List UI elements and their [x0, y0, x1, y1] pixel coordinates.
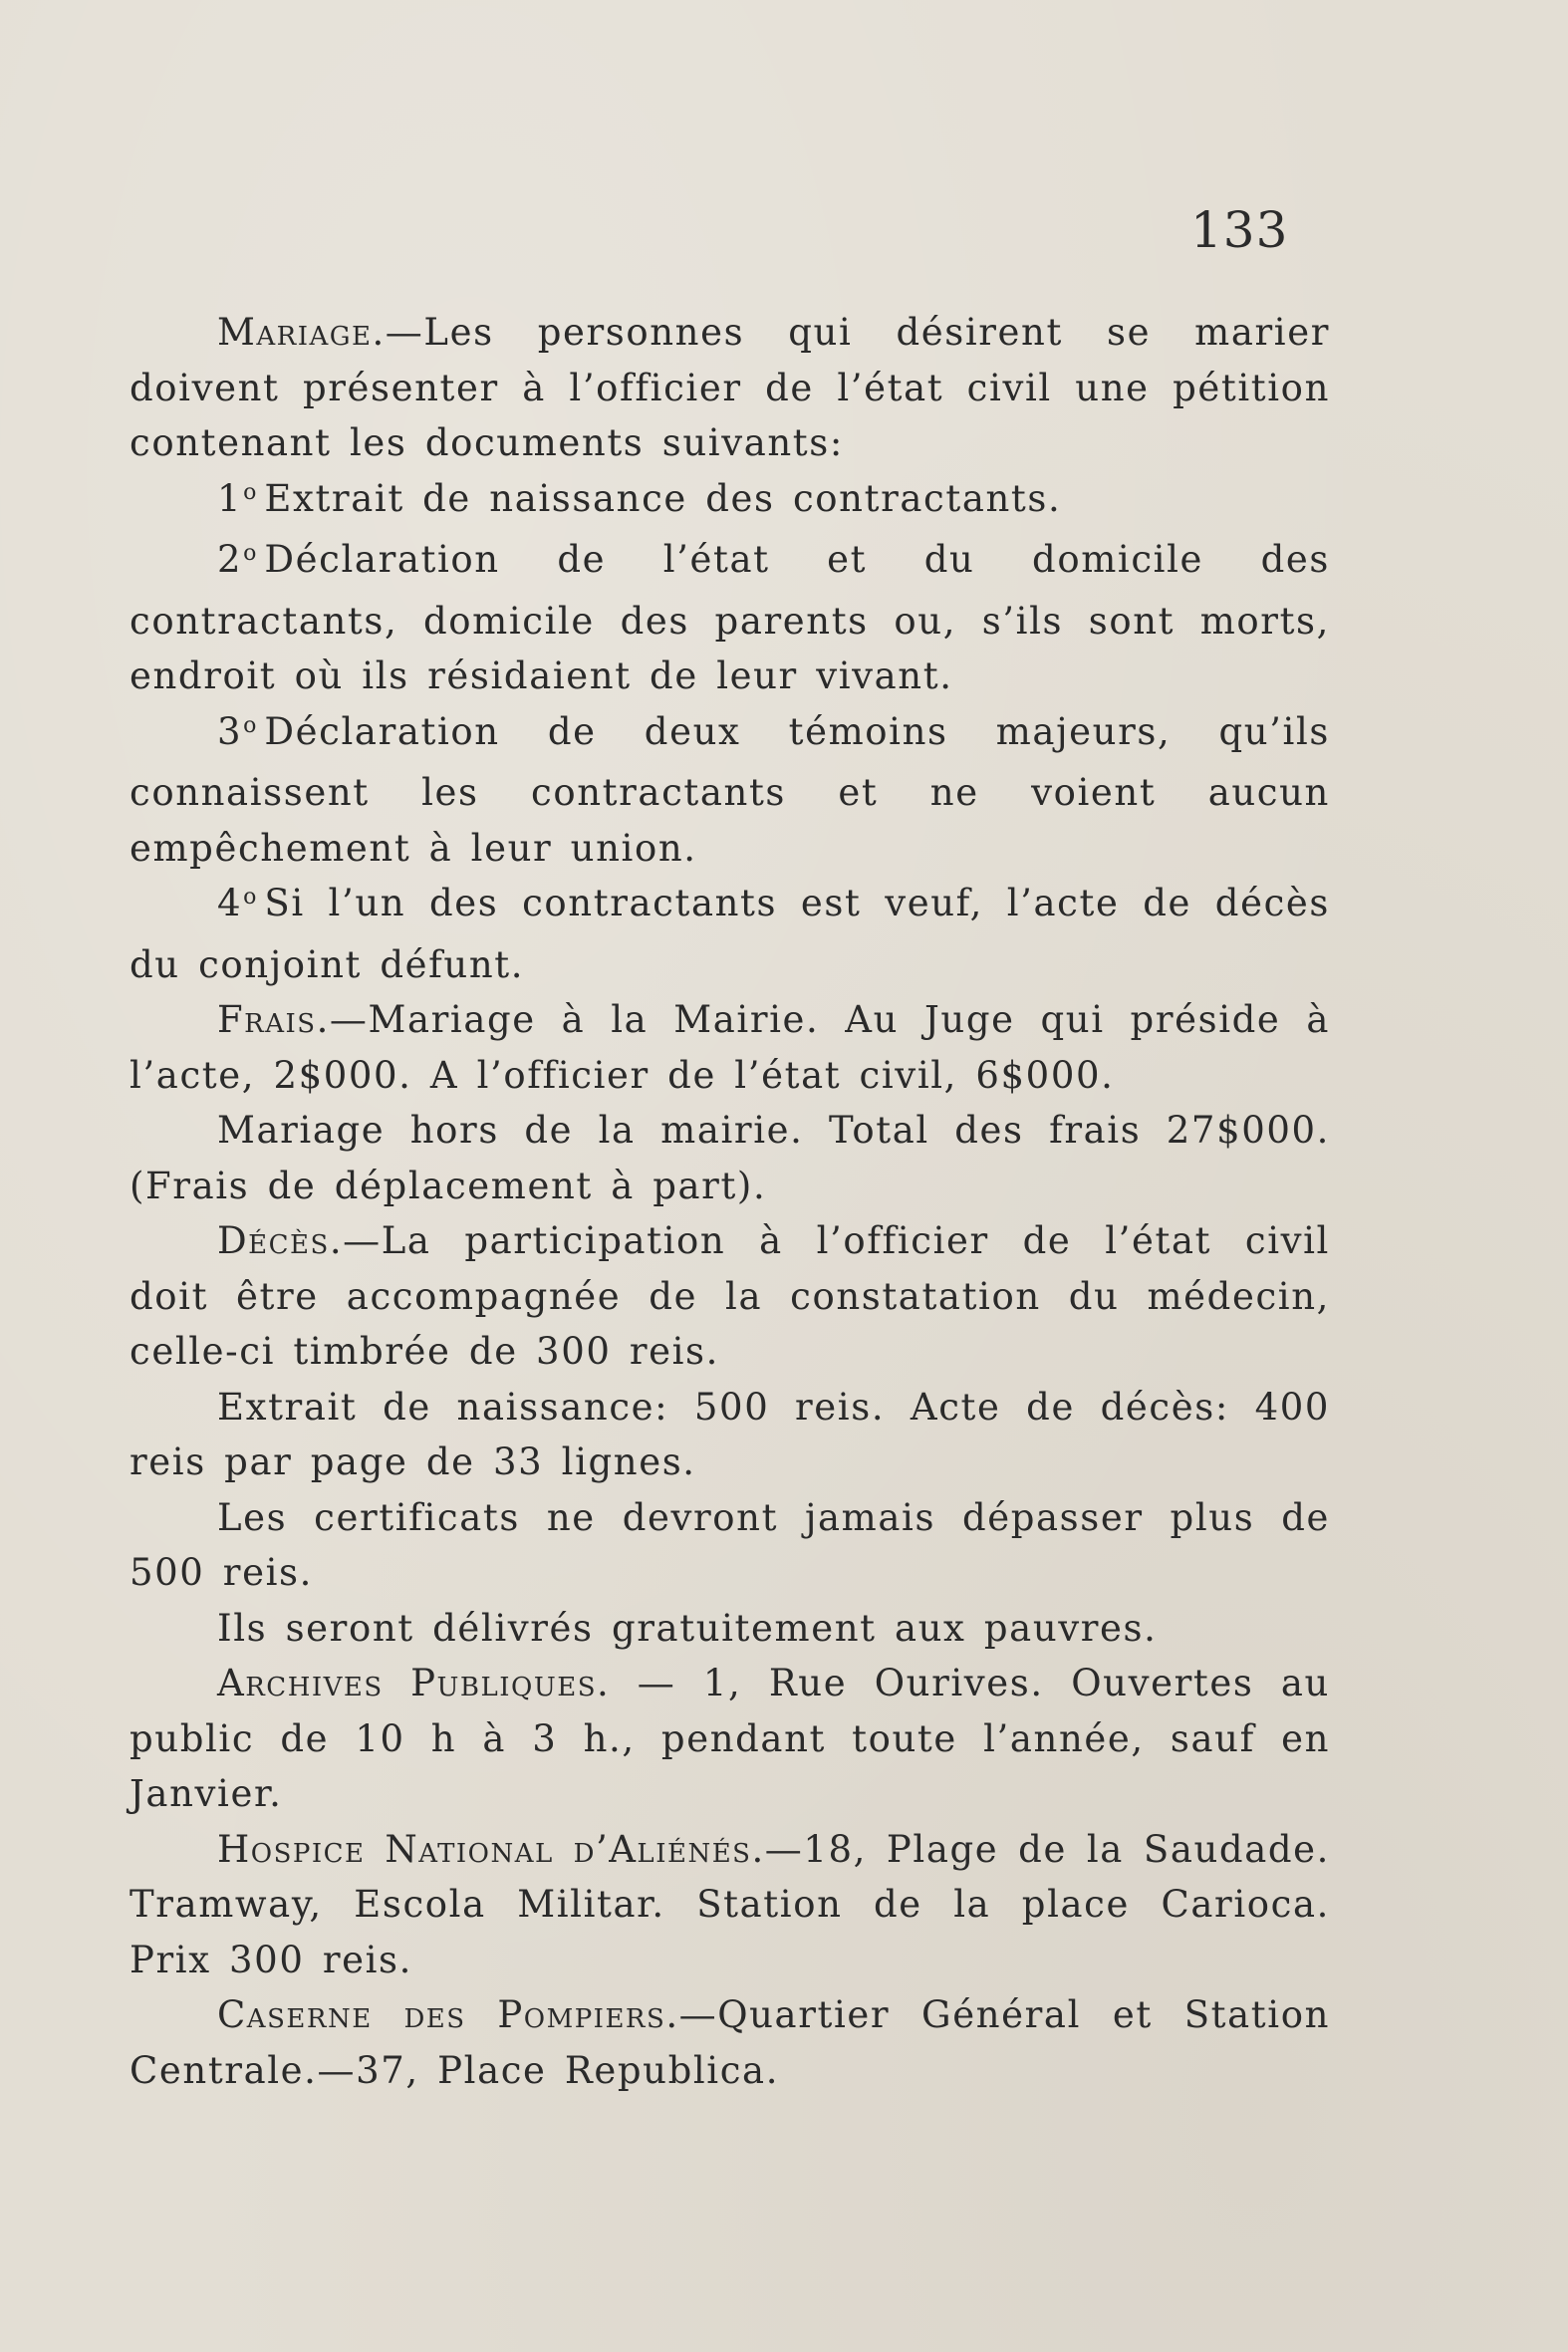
- paragraph-extrait: [130, 1380, 1330, 1490]
- paragraph-text: Si l’un des contractants est veuf, l’acte de décès du conjoint défunt.: [130, 882, 1330, 986]
- paragraph-text: Déclaration de deux témoins majeurs, qu’ils connaissent les contractants et ne voient aucun empêchement à leur union.: [130, 709, 1330, 870]
- paragraph-pauvres: [130, 1601, 1330, 1657]
- page-number: 133: [1190, 201, 1289, 259]
- list-item-2: [130, 532, 1330, 704]
- paragraph-frais: [130, 992, 1330, 1103]
- item-ordinal: o: [243, 541, 257, 566]
- item-number: 4: [217, 882, 243, 924]
- paragraph-text: Les certificats ne devront jamais dépasser plus de 500 reis.: [130, 1495, 1330, 1594]
- paragraph-certificats: [130, 1490, 1330, 1601]
- paragraph-text: Déclaration de l’état et du domicile des contractants, domicile des parents ou, s’ils sont morts, endroit où ils résidaient de leur vivant.: [130, 538, 1330, 697]
- paragraph-text: Extrait de naissance: 500 reis. Acte de décès: 400 reis par page de 33 lignes.: [130, 1385, 1330, 1483]
- paragraph-text: Ils seront délivrés gratuitement aux pauvres.: [217, 1606, 1158, 1650]
- paragraph-text: —18, Plage de la Saudade. Tramway, Escola Militar. Station de la place Carioca. Prix 300 reis.: [130, 1827, 1330, 1981]
- paragraph-archives: [130, 1656, 1330, 1822]
- page-body: [130, 305, 1330, 2098]
- item-number: 2: [217, 538, 243, 581]
- paragraph-hospice: [130, 1822, 1330, 1988]
- section-heading-mariage: Mariage.: [217, 311, 386, 354]
- paragraph-mariage: [130, 305, 1330, 471]
- paragraph-text: Extrait de naissance des contractants.: [264, 476, 1062, 520]
- paragraph-deces: [130, 1213, 1330, 1380]
- list-item-4: [130, 876, 1330, 992]
- section-heading-archives: Archives Publiques.: [217, 1662, 611, 1704]
- paragraph-text: Mariage hors de la mairie. Total des frais 27$000. (Frais de déplacement à part).: [130, 1109, 1330, 1207]
- item-ordinal: o: [243, 479, 257, 505]
- item-number: 3: [217, 709, 243, 753]
- section-heading-frais: Frais.: [217, 998, 330, 1041]
- paragraph-text: —La participation à l’officier de l’état civil doit être accompagnée de la constatation du médecin, celle-ci timbrée de 300 reis.: [130, 1219, 1330, 1373]
- paragraph-mariage-hors: [130, 1103, 1330, 1213]
- section-heading-caserne: Caserne des Pompiers.: [217, 1993, 679, 2036]
- item-ordinal: o: [243, 885, 257, 910]
- item-ordinal: o: [243, 712, 257, 738]
- paragraph-text: —Les personnes qui désirent se marier doivent présenter à l’officier de l’état civil une pétition contenant les documents suivants:: [130, 311, 1330, 464]
- paragraph-text: —Mariage à la Mairie. Au Juge qui préside à l’acte, 2$000. A l’officier de l’état civil, 6$000.: [130, 998, 1330, 1097]
- paragraph-text: — 1, Rue Ourives. Ouvertes au public de 10 h à 3 h., pendant toute l’année, sauf en Janvier.: [130, 1662, 1330, 1815]
- paragraph-caserne: [130, 1987, 1330, 2098]
- item-number: 1: [217, 476, 243, 520]
- list-item-1: [130, 471, 1330, 533]
- section-heading-hospice: Hospice National d’Aliénés.: [217, 1827, 765, 1871]
- section-heading-deces: Décès.: [217, 1219, 344, 1262]
- paragraph-text: —Quartier Général et Station Centrale.—37, Place Republica.: [130, 1993, 1330, 2092]
- list-item-3: [130, 704, 1330, 877]
